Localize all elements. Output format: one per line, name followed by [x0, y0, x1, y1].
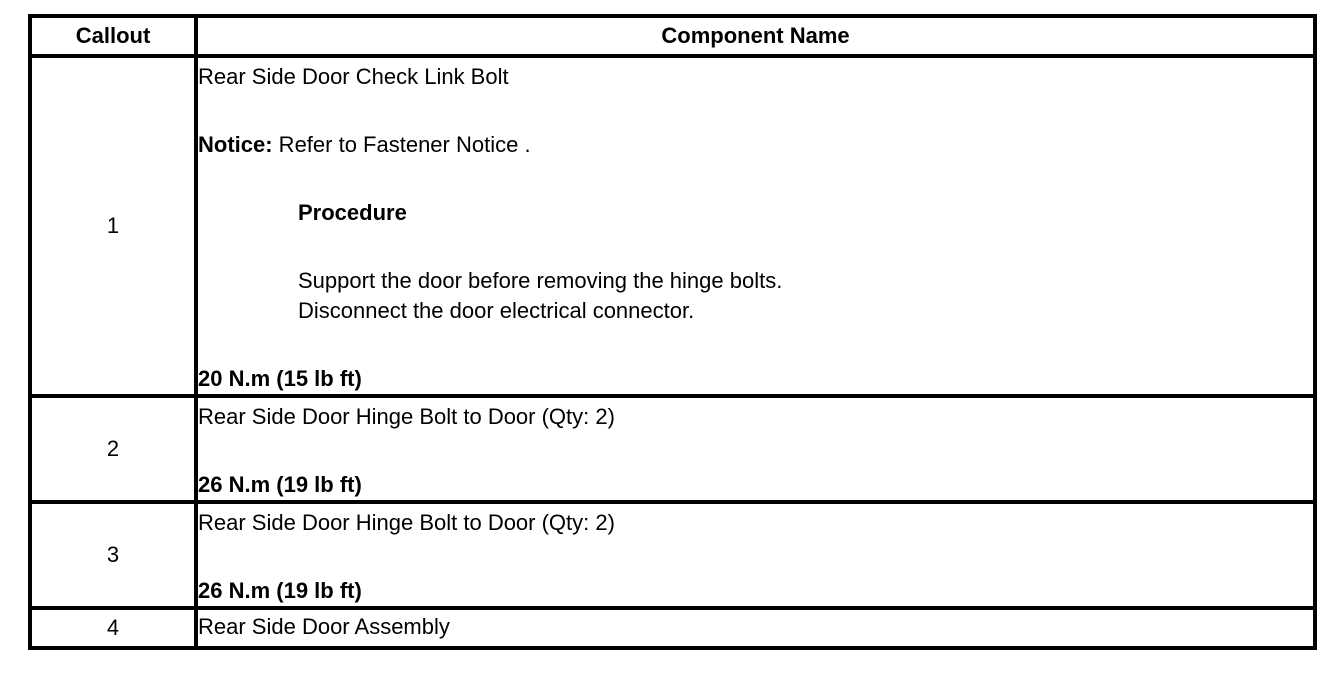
callout-number: 2: [30, 396, 196, 502]
component-cell: [196, 396, 1315, 502]
component-name: Rear Side Door Assembly: [198, 614, 450, 639]
procedure-title: Procedure: [298, 200, 407, 225]
component-name: Rear Side Door Check Link Bolt: [198, 64, 509, 89]
component-name: Rear Side Door Hinge Bolt to Door (Qty: 2): [198, 404, 615, 429]
table-row: [30, 608, 1315, 648]
component-cell: [196, 56, 1315, 396]
callout-table: [28, 14, 1317, 650]
component-cell: [196, 502, 1315, 608]
callout-number: 4: [30, 608, 196, 648]
component-name-header: Component Name: [196, 16, 1315, 56]
table-row: [30, 396, 1315, 502]
notice-text: Refer to Fastener Notice .: [272, 132, 531, 157]
callout-number: 1: [30, 56, 196, 396]
component-cell: [196, 608, 1315, 648]
notice-label: Notice:: [198, 132, 273, 157]
table-row: [30, 56, 1315, 396]
callout-number: 3: [30, 502, 196, 608]
torque-spec: 20 N.m (15 lb ft): [198, 366, 362, 391]
procedure-step: Disconnect the door electrical connector.: [298, 298, 695, 323]
component-name: Rear Side Door Hinge Bolt to Door (Qty: 2): [198, 510, 615, 535]
torque-spec: 26 N.m (19 lb ft): [198, 472, 362, 497]
procedure-step: Support the door before removing the hinge bolts.: [298, 268, 783, 293]
torque-spec: 26 N.m (19 lb ft): [198, 578, 362, 603]
header-row: [30, 16, 1315, 56]
callout-header: Callout: [30, 16, 196, 56]
table-row: [30, 502, 1315, 608]
notice: [198, 130, 1313, 160]
